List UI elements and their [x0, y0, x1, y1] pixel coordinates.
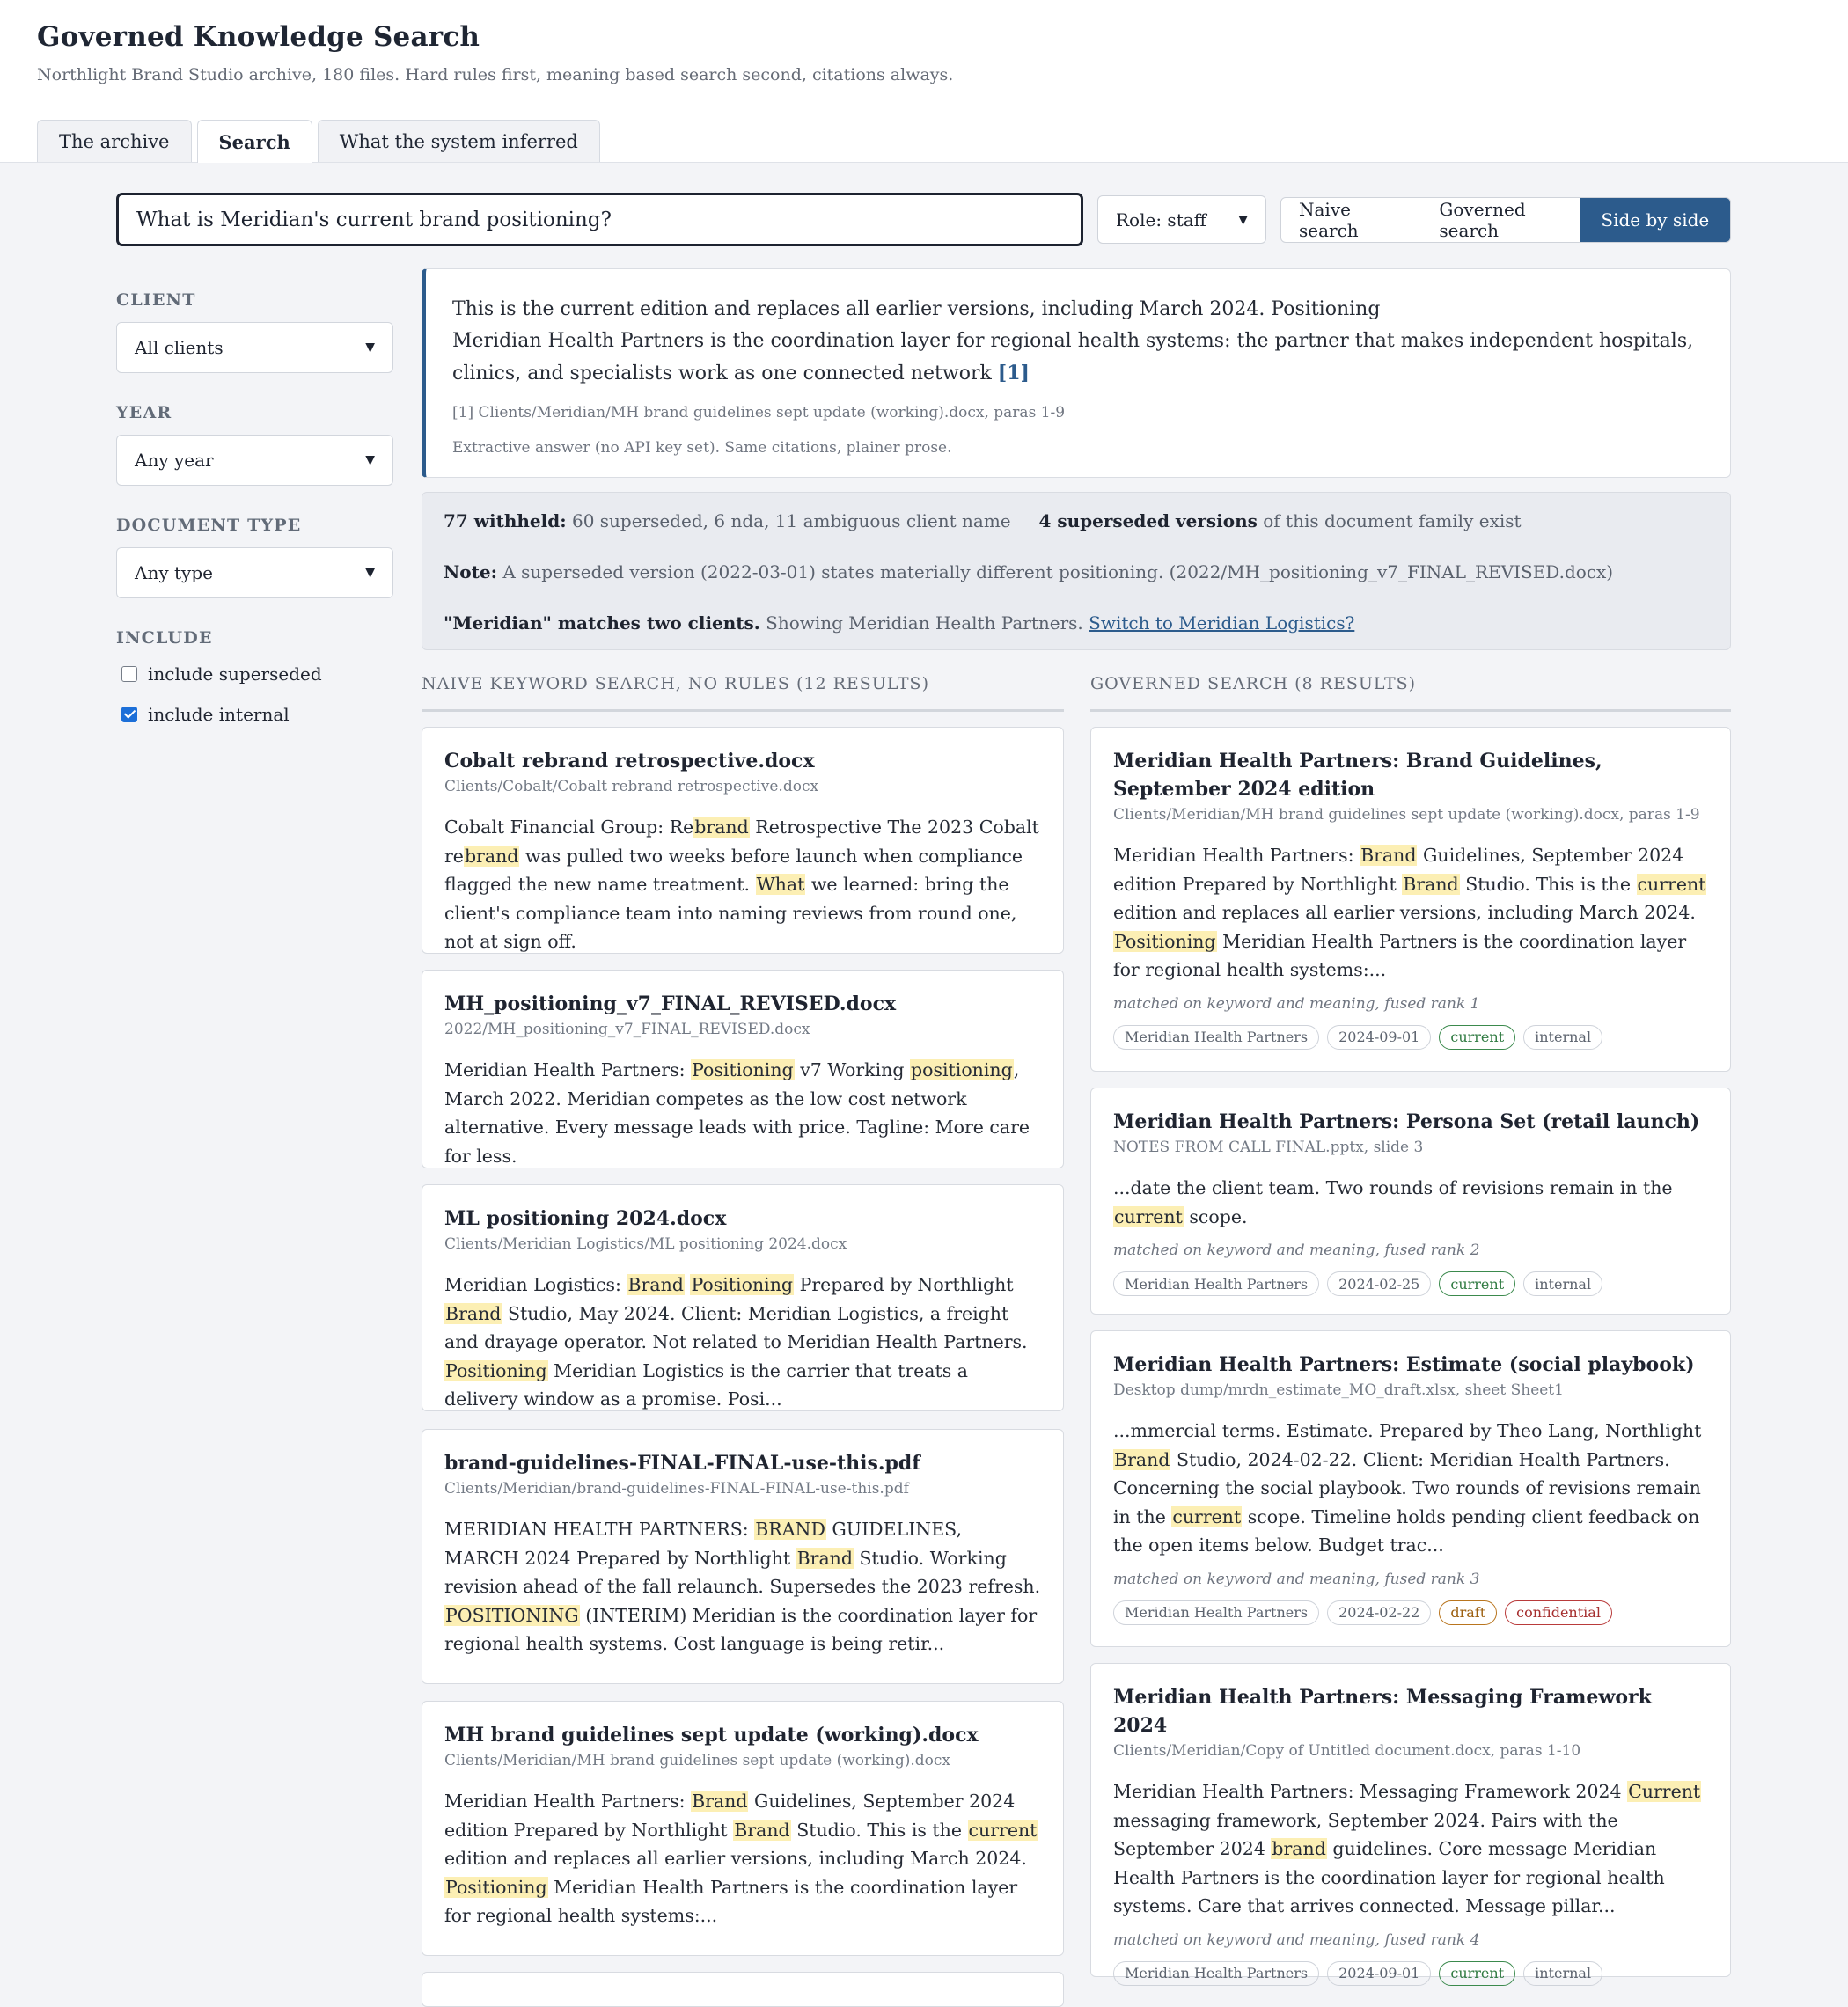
include-superseded-checkbox[interactable]	[121, 666, 137, 682]
doctype-filter-label: DOCUMENT TYPE	[116, 516, 302, 535]
withheld-count: 77 withheld:	[444, 510, 567, 531]
naive-result-card[interactable]	[422, 1701, 1064, 1956]
result-snippet: MERIDIAN HEALTH PARTNERS: BRAND GUIDELINES, MARCH 2024 Prepared by Northlight Brand Studio. Working revision ahead of the fall relaunch. Supersedes the 2023 refresh. POSITIONING (INTERIM) Meridian is the coordination layer for regional health systems. Cost language is being retir...	[444, 1519, 1041, 1654]
include-label: INCLUDE	[116, 628, 213, 648]
search-mode-toggle	[1280, 197, 1731, 243]
year-filter-value: Any year	[135, 450, 214, 471]
keyword-highlight: Brand	[1114, 1448, 1170, 1470]
switch-client-link[interactable]: Switch to Meridian Logistics?	[1089, 612, 1355, 634]
doctype-filter-select[interactable]	[116, 547, 393, 598]
date-tag: 2024-09-01	[1327, 1961, 1431, 1986]
answer-panel	[422, 268, 1731, 478]
naive-search-button[interactable]: Naive search	[1299, 199, 1359, 241]
naive-results-heading: NAIVE KEYWORD SEARCH, NO RULES (12 RESULTS)	[422, 673, 1064, 712]
naive-result-card[interactable]	[422, 1972, 1064, 2007]
result-title[interactable]: brand-guidelines-FINAL-FINAL-use-this.pdf	[444, 1452, 920, 1475]
include-superseded-option[interactable]	[116, 662, 393, 685]
keyword-highlight: What	[756, 874, 805, 895]
client-tag: Meridian Health Partners	[1113, 1271, 1319, 1296]
keyword-highlight: Current	[1628, 1781, 1701, 1802]
result-snippet: Meridian Health Partners: Brand Guidelines, September 2024 edition Prepared by Northlight Brand Studio. This is the current edition and replaces all earlier versions, including March 2024. Positioning Meridian Health Partners is the coordination layer for regional health systems:...	[444, 1791, 1038, 1926]
result-path: Clients/Cobalt/Cobalt rebrand retrospective.docx	[444, 778, 819, 795]
keyword-highlight: BRAND	[755, 1519, 825, 1540]
result-path: Clients/Meridian/brand-guidelines-FINAL-FINAL-use-this.pdf	[444, 1480, 909, 1498]
result-path: Clients/Meridian/MH brand guidelines sept update (working).docx, paras 1-9	[1113, 806, 1700, 824]
result-title[interactable]: ML positioning 2024.docx	[444, 1207, 727, 1230]
answer-line-1: This is the current edition and replaces all earlier versions, including March 2024. Positioning	[452, 298, 1381, 320]
result-snippet: Cobalt Financial Group: Rebrand Retrospective The 2023 Cobalt rebrand was pulled two weeks before launch when compliance flagged the new name treatment. What we learned: bring the client's compliance team into naming reviews from round one, not at sign off.	[444, 817, 1039, 952]
chevron-down-icon: ▼	[365, 341, 375, 355]
client-filter-select[interactable]	[116, 322, 393, 373]
answer-note: Extractive answer (no API key set). Same citations, plainer prose.	[452, 439, 952, 457]
visibility-tag: internal	[1523, 1961, 1602, 1986]
result-path: Desktop dump/mrdn_estimate_MO_draft.xlsx, sheet Sheet1	[1113, 1381, 1564, 1399]
include-internal-label: include internal	[148, 703, 290, 725]
result-tags	[1113, 1961, 1708, 1986]
governed-result-card[interactable]	[1090, 727, 1731, 1072]
keyword-highlight: brand	[464, 845, 519, 867]
keyword-highlight: current	[1172, 1505, 1242, 1527]
keyword-highlight: Positioning	[445, 1359, 547, 1381]
result-path: Clients/Meridian/MH brand guidelines sept update (working).docx	[444, 1752, 950, 1769]
result-snippet: Meridian Logistics: Brand Positioning Prepared by Northlight Brand Studio, May 2024. Client: Meridian Logistics, a freight and drayage operator. Not related to Meridian Health Partners. Positioning Meridian Logistics is the carrier that treats a delivery window as a promise. Posi...	[444, 1274, 1028, 1410]
withheld-detail: 60 superseded, 6 nda, 11 ambiguous client name	[571, 510, 1011, 531]
note-label: Note:	[444, 561, 497, 582]
result-title[interactable]: MH_positioning_v7_FINAL_REVISED.docx	[444, 993, 897, 1015]
page-title: Governed Knowledge Search	[37, 21, 480, 53]
result-path: Clients/Meridian Logistics/ML positioning 2024.docx	[444, 1235, 847, 1253]
answer-citation[interactable]: [1] Clients/Meridian/MH brand guidelines sept update (working).docx, paras 1-9	[452, 404, 1066, 421]
search-input[interactable]: What is Meridian's current brand positioning?	[116, 193, 1083, 246]
result-title[interactable]: Cobalt rebrand retrospective.docx	[444, 750, 815, 773]
keyword-highlight: Brand	[1403, 873, 1459, 895]
client-tag: Meridian Health Partners	[1113, 1025, 1319, 1050]
status-badge: draft	[1439, 1600, 1497, 1625]
result-snippet: Meridian Health Partners: Messaging Framework 2024 Current messaging framework, September 2024. Pairs with the September 2024 brand guidelines. Core message Meridian Health Partners is the coordination layer for regional health systems. Care that arrives connected. Message pillar...	[1113, 1781, 1701, 1916]
result-path: 2022/MH_positioning_v7_FINAL_REVISED.docx	[444, 1021, 810, 1038]
keyword-highlight: POSITIONING	[445, 1604, 579, 1626]
note-detail: A superseded version (2022-03-01) states materially different positioning. (2022/MH_positioning_v7_FINAL_REVISED.docx)	[502, 561, 1614, 582]
keyword-highlight: Brand	[692, 1791, 748, 1812]
chevron-down-icon: ▼	[1238, 212, 1248, 227]
keyword-highlight: Brand	[734, 1819, 790, 1841]
governance-notices	[422, 492, 1731, 650]
keyword-highlight: current	[1637, 873, 1706, 895]
include-superseded-label: include superseded	[148, 663, 322, 685]
result-snippet: ...mmercial terms. Estimate. Prepared by Theo Lang, Northlight Brand Studio, 2024-02-22. Client: Meridian Health Partners. Concerning the social playbook. Two rounds of revisions remain in the current scope. Timeline holds pending client feedback on the open items below. Budget trac...	[1113, 1420, 1702, 1556]
keyword-highlight: positioning	[910, 1059, 1013, 1080]
governed-result-card[interactable]	[1090, 1088, 1731, 1315]
side-by-side-button[interactable]: Side by side	[1580, 198, 1730, 242]
status-badge: current	[1439, 1271, 1515, 1296]
keyword-highlight: brand	[694, 817, 749, 838]
naive-result-card[interactable]	[422, 1429, 1064, 1684]
keyword-highlight: current	[968, 1819, 1038, 1841]
withheld-notice	[444, 509, 1709, 544]
role-select[interactable]	[1097, 195, 1266, 244]
superseded-note	[444, 560, 1709, 595]
search-row	[116, 193, 1731, 245]
year-filter-select[interactable]	[116, 435, 393, 486]
client-tag: Meridian Health Partners	[1113, 1961, 1319, 1986]
page-subtitle: Northlight Brand Studio archive, 180 files. Hard rules first, meaning based search second, citations always.	[37, 65, 954, 84]
include-internal-option[interactable]	[116, 702, 393, 726]
result-title[interactable]: Meridian Health Partners: Persona Set (retail launch)	[1113, 1110, 1700, 1133]
naive-result-card[interactable]	[422, 1184, 1064, 1411]
keyword-highlight: Brand	[445, 1302, 502, 1324]
result-title[interactable]: Meridian Health Partners: Brand Guidelines, September 2024 edition	[1113, 750, 1602, 801]
tab-bar	[37, 120, 600, 162]
match-info: matched on keyword and meaning, fused rank 3	[1113, 1570, 1480, 1588]
result-path: NOTES FROM CALL FINAL.pptx, slide 3	[1113, 1139, 1424, 1156]
doctype-filter-value: Any type	[135, 562, 213, 583]
result-tags	[1113, 1600, 1708, 1625]
chevron-down-icon: ▼	[365, 566, 375, 580]
naive-result-card[interactable]	[422, 970, 1064, 1168]
status-badge: current	[1439, 1025, 1515, 1050]
chevron-down-icon: ▼	[365, 453, 375, 467]
governed-results-heading: GOVERNED SEARCH (8 RESULTS)	[1090, 673, 1731, 712]
ambiguity-notice	[444, 611, 1709, 646]
page-header	[0, 0, 1848, 163]
date-tag: 2024-02-25	[1327, 1271, 1431, 1296]
result-tags	[1113, 1271, 1708, 1296]
ambiguity-label: "Meridian" matches two clients.	[444, 612, 760, 634]
keyword-highlight: current	[1114, 1205, 1183, 1227]
tab-archive[interactable]: The archive	[37, 120, 192, 162]
keyword-highlight: Positioning	[691, 1274, 794, 1295]
answer-line-2: Meridian Health Partners is the coordination layer for regional health systems: the partner that makes independent hospitals, clinics, and specialists work as one connected network	[452, 330, 1694, 385]
keyword-highlight: Brand	[1360, 845, 1417, 866]
citation-marker[interactable]: [1]	[997, 362, 1030, 385]
result-path: Clients/Meridian/Copy of Untitled document.docx, paras 1-10	[1113, 1742, 1581, 1760]
superseded-versions-count: 4 superseded versions	[1038, 510, 1258, 531]
result-snippet: Meridian Health Partners: Brand Guidelines, September 2024 edition Prepared by Northlight Brand Studio. This is the current edition and replaces all earlier versions, including March 2024. Positioning Meridian Health Partners is the coordination layer for regional health systems:...	[1113, 845, 1706, 980]
answer-text	[452, 294, 1704, 390]
governed-result-card[interactable]	[1090, 1663, 1731, 1981]
tab-search[interactable]: Search	[197, 120, 312, 163]
date-tag: 2024-09-01	[1327, 1025, 1431, 1050]
result-tags	[1113, 1025, 1708, 1050]
governed-result-card[interactable]	[1090, 1330, 1731, 1647]
tab-inferred[interactable]: What the system inferred	[318, 120, 600, 162]
filter-sidebar	[116, 290, 393, 743]
naive-result-card[interactable]	[422, 727, 1064, 954]
keyword-highlight: Brand	[796, 1547, 853, 1569]
result-snippet: Meridian Health Partners: Positioning v7 Working positioning, March 2022. Meridian competes as the low cost network alternative. Every message leads with price. Tagline: More care for less.	[444, 1059, 1030, 1167]
governed-search-button[interactable]: Governed search	[1439, 199, 1526, 241]
result-title[interactable]: Meridian Health Partners: Estimate (social playbook)	[1113, 1353, 1695, 1376]
match-info: matched on keyword and meaning, fused rank 4	[1113, 1930, 1480, 1949]
superseded-versions-detail: of this document family exist	[1263, 510, 1522, 531]
ambiguity-detail: Showing Meridian Health Partners.	[766, 612, 1083, 634]
result-title[interactable]: Meridian Health Partners: Messaging Framework 2024	[1113, 1686, 1652, 1737]
result-title[interactable]: MH brand guidelines sept update (working).docx	[444, 1724, 979, 1747]
keyword-highlight: Positioning	[692, 1059, 794, 1080]
status-badge: current	[1439, 1961, 1515, 1986]
result-snippet: ...date the client team. Two rounds of revisions remain in the current scope.	[1113, 1177, 1673, 1227]
year-filter-label: YEAR	[116, 403, 172, 422]
role-select-value: Role: staff	[1116, 209, 1206, 231]
keyword-highlight: Positioning	[1114, 930, 1216, 952]
keyword-highlight: Brand	[627, 1274, 684, 1295]
client-tag: Meridian Health Partners	[1113, 1600, 1319, 1625]
include-internal-checkbox[interactable]	[121, 707, 137, 722]
match-info: matched on keyword and meaning, fused rank 1	[1113, 994, 1480, 1013]
match-info: matched on keyword and meaning, fused rank 2	[1113, 1242, 1480, 1259]
keyword-highlight: brand	[1272, 1838, 1326, 1859]
client-filter-label: CLIENT	[116, 290, 196, 310]
client-filter-value: All clients	[135, 337, 224, 358]
visibility-tag: internal	[1523, 1025, 1602, 1050]
visibility-tag: confidential	[1505, 1600, 1612, 1625]
keyword-highlight: Positioning	[445, 1876, 547, 1898]
date-tag: 2024-02-22	[1327, 1600, 1431, 1625]
visibility-tag: internal	[1523, 1271, 1602, 1296]
